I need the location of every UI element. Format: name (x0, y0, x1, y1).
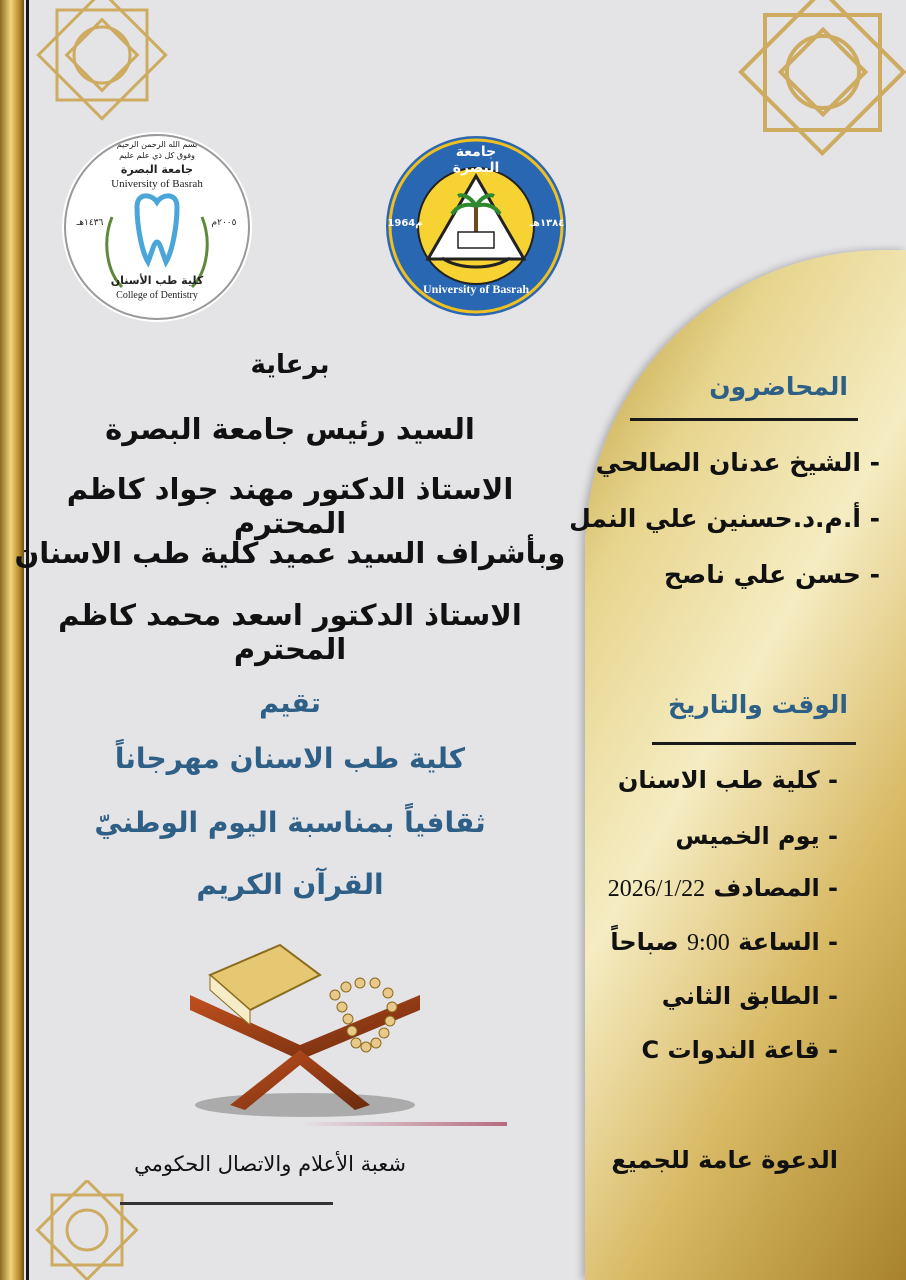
dentistry-university-ar: جامعة البصرة (120, 163, 194, 176)
basrah-logo-name-en: University of Basrah (423, 282, 529, 296)
schedule-hall: - قاعة الندوات C (641, 1036, 838, 1064)
basrah-logo-name-ar: جامعة البصرة (452, 144, 500, 176)
event-intro: تقيم (259, 688, 321, 719)
schedule-place: - كلية طب الاسنان (617, 766, 838, 794)
gold-side-panel (585, 250, 906, 1280)
dentistry-year-hijri: ١٤٣٦هـ (76, 218, 104, 228)
dentistry-basmala: بسم الله الرحمن الرحيم (116, 140, 198, 149)
invitation-text: الدعوة عامة للجميع (611, 1146, 838, 1174)
event-line-2: ثقافياً بمناسبة اليوم الوطنيّ (94, 806, 486, 839)
ornament-top-left-icon (32, 0, 172, 135)
event-line-3: القرآن الكريم (196, 868, 384, 901)
footer-bottom-rule (120, 1202, 333, 1205)
schedule-time-label: - الساعة (738, 928, 838, 956)
dentistry-verse: وفوق كل ذي علم عليم (119, 151, 195, 160)
schedule-date (580, 874, 838, 903)
schedule-date-label: - المصادف (713, 874, 838, 902)
basrah-university-logo (384, 134, 568, 318)
dentistry-university-en: University of Basrah (111, 178, 203, 190)
schedule-time-suffix: صباحاً (610, 928, 679, 956)
dentistry-logo (62, 132, 252, 322)
ornament-bottom-left-icon (32, 1180, 142, 1280)
lecturer-item-1: - الشيخ عدنان الصالحي (595, 448, 880, 477)
schedule-time (580, 928, 838, 957)
ornament-top-right-icon (735, 0, 906, 175)
patronage-line-4: الاستاذ الدكتور اسعد محمد كاظم المحترم (58, 598, 522, 666)
schedule-heading: الوقت والتاريخ (667, 690, 848, 719)
dentistry-year-gregorian: ٢٠٠٥م (211, 218, 237, 228)
patronage-line-3: وبأشراف السيد عميد كلية طب الاسنان (14, 536, 566, 570)
dentistry-college-en: College of Dentistry (116, 290, 198, 301)
basrah-logo-year-hijri: ١٣٨٤هـ (529, 218, 565, 229)
footer-department: شعبة الأعلام والاتصال الحكومي (134, 1152, 406, 1176)
schedule-heading-rule (652, 742, 856, 745)
footer-top-rule (300, 1122, 507, 1126)
patronage-line-2: الاستاذ الدكتور مهند جواد كاظم المحترم (66, 472, 514, 540)
dentistry-college-ar: كلية طب الأسنان (110, 274, 204, 287)
schedule-day: - يوم الخميس (675, 822, 838, 850)
patronage-intro: برعاية (250, 350, 330, 380)
schedule-floor: - الطابق الثاني (661, 982, 838, 1010)
quran-on-stand-icon (170, 935, 440, 1120)
lecturer-item-2: - أ.م.د.حسنين علي النمل (569, 504, 880, 533)
patronage-line-1: السيد رئيس جامعة البصرة (105, 412, 475, 446)
lecturers-heading-rule (630, 418, 858, 421)
event-line-1: كلية طب الاسنان مهرجاناً (114, 742, 466, 775)
schedule-date-value: 2026/1/22 (607, 876, 706, 902)
basrah-logo-year-gregorian: 1964م (387, 218, 423, 229)
lecturers-heading: المحاضرون (709, 372, 848, 401)
schedule-time-value: 9:00 (687, 930, 730, 956)
lecturer-item-3: - حسن علي ناصح (664, 560, 880, 589)
